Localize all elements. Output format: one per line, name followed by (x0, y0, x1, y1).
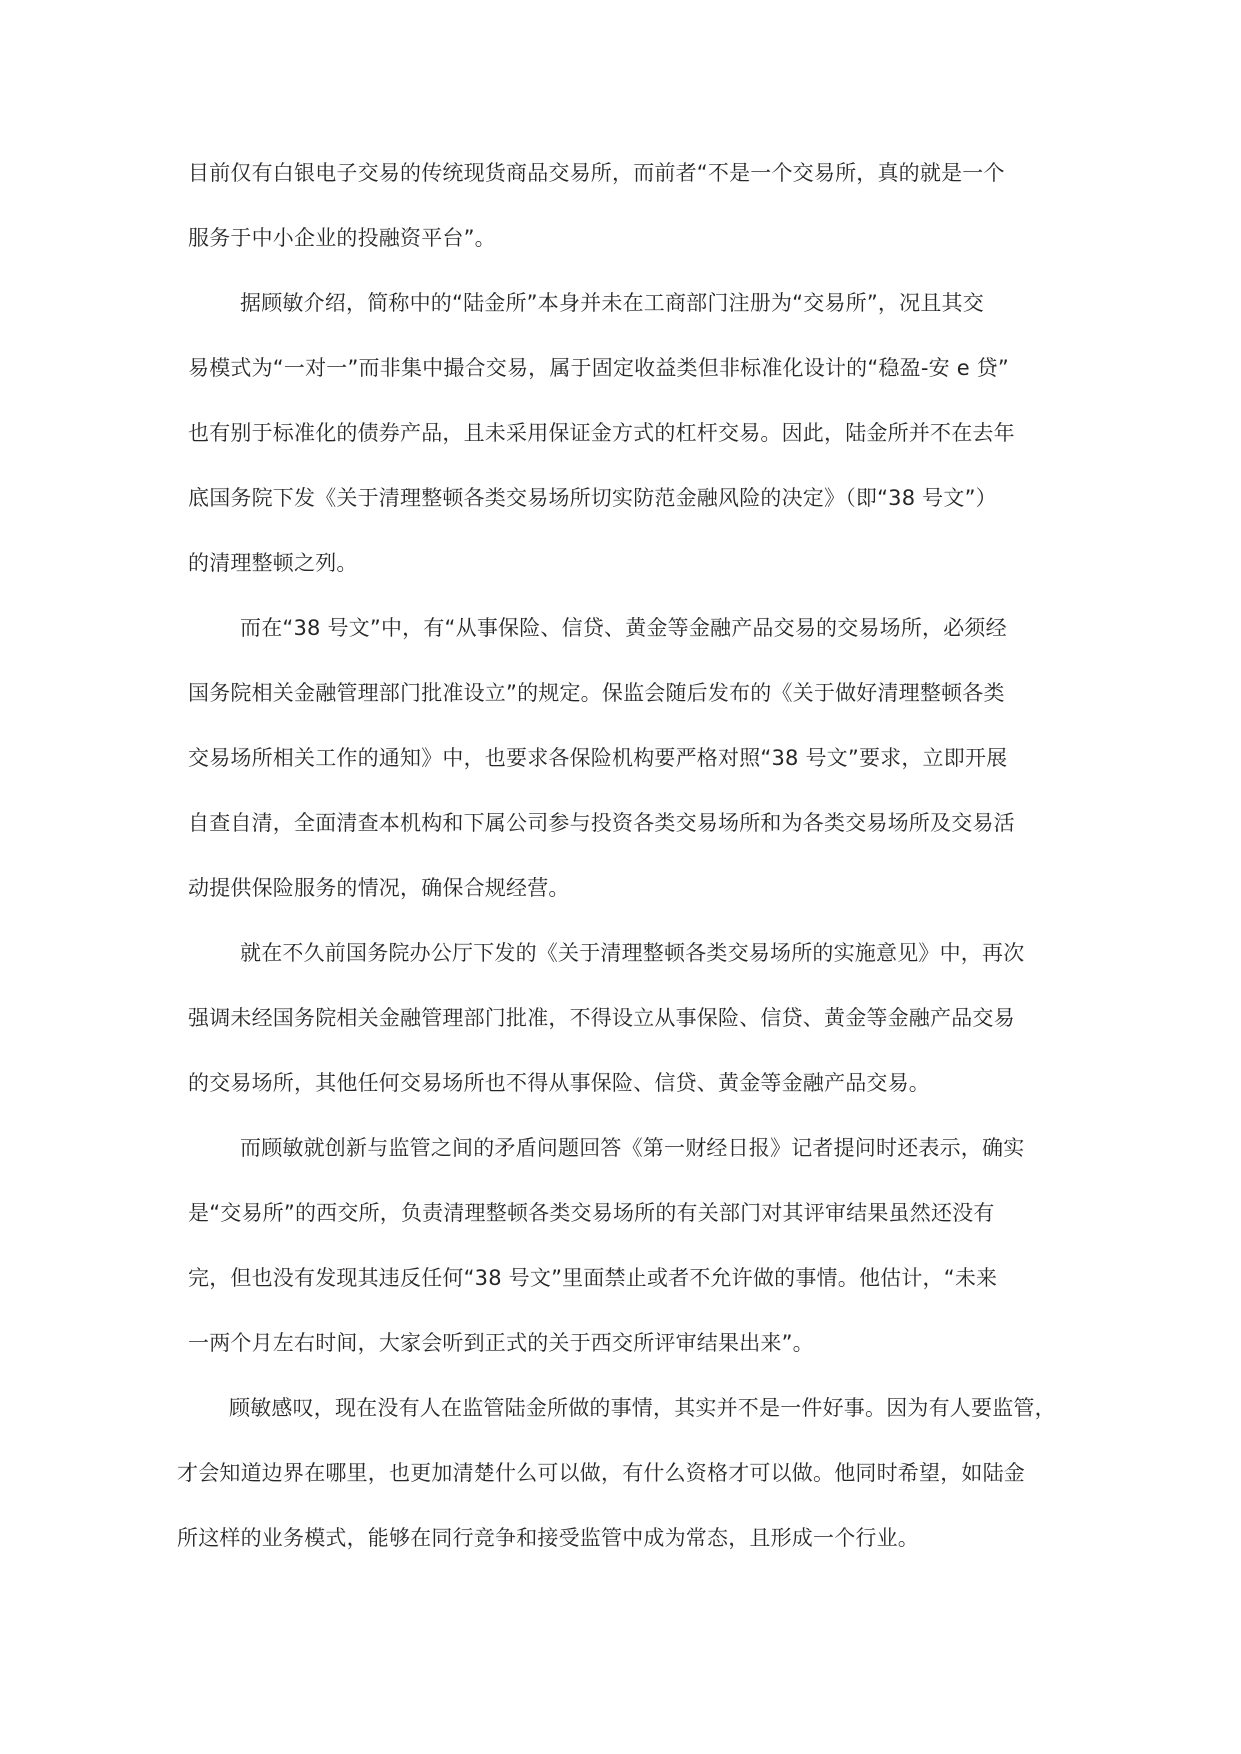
article-body (177, 158, 1068, 1588)
text-line: 底国务院下发《关于清理整顿各类交易场所切实防范金融风险的决定》（即“38 号文”） (188, 486, 997, 510)
paragraph-6 (177, 1393, 1068, 1588)
text-line: 交易场所相关工作的通知》中，也要求各保险机构要严格对照“38 号文”要求，立即开展 (188, 746, 1008, 770)
text-line: 而在“38 号文”中，有“从事保险、信贷、黄金等金融产品交易的交易场所，必须经 (240, 616, 1007, 640)
text-line: 一两个月左右时间，大家会听到正式的关于西交所评审结果出来”。 (188, 1331, 814, 1355)
text-line: 强调未经国务院相关金融管理部门批准，不得设立从事保险、信贷、黄金等金融产品交易 (188, 1006, 1015, 1030)
text-line: 所这样的业务模式，能够在同行竞争和接受监管中成为常态，且形成一个行业。 (177, 1526, 919, 1550)
text-line: 易模式为“一对一”而非集中撮合交易，属于固定收益类但非标准化设计的“稳盈-安 e 贷” (188, 356, 1009, 380)
text-line: 完，但也没有发现其违反任何“38 号文”里面禁止或者不允许做的事情。他估计，“未来 (188, 1266, 998, 1290)
text-line: 顾敏感叹，现在没有人在监管陆金所做的事情，其实并不是一件好事。因为有人要监管， (229, 1396, 1056, 1420)
text-line: 据顾敏介绍，简称中的“陆金所”本身并未在工商部门注册为“交易所”，况且其交 (240, 291, 984, 315)
text-line: 自查自清，全面清查本机构和下属公司参与投资各类交易场所和为各类交易场所及交易活 (188, 811, 1015, 835)
text-line: 的交易场所，其他任何交易场所也不得从事保险、信贷、黄金等金融产品交易。 (188, 1071, 930, 1095)
paragraph-1 (188, 158, 1068, 288)
text-line: 也有别于标准化的债券产品，且未采用保证金方式的杠杆交易。因此，陆金所并不在去年 (188, 421, 1015, 445)
text-line: 是“交易所”的西交所，负责清理整顿各类交易场所的有关部门对其评审结果虽然还没有 (188, 1201, 995, 1225)
text-line: 而顾敏就创新与监管之间的矛盾问题回答《第一财经日报》记者提问时还表示，确实 (240, 1136, 1025, 1160)
paragraph-2 (188, 288, 1068, 613)
paragraph-5 (188, 1133, 1068, 1393)
text-line: 目前仅有白银电子交易的传统现货商品交易所，而前者“不是一个交易所，真的就是一个 (188, 161, 1005, 185)
text-line: 的清理整顿之列。 (188, 551, 358, 575)
text-line: 服务于中小企业的投融资平台”。 (188, 226, 496, 250)
text-line: 国务院相关金融管理部门批准设立”的规定。保监会随后发布的《关于做好清理整顿各类 (188, 681, 1005, 705)
paragraph-4 (188, 938, 1068, 1133)
text-line: 动提供保险服务的情况，确保合规经营。 (188, 876, 570, 900)
text-line: 就在不久前国务院办公厅下发的《关于清理整顿各类交易场所的实施意见》中，再次 (240, 941, 1025, 965)
text-line: 才会知道边界在哪里，也更加清楚什么可以做，有什么资格才可以做。他同时希望，如陆金 (177, 1461, 1025, 1485)
paragraph-3 (188, 613, 1068, 938)
